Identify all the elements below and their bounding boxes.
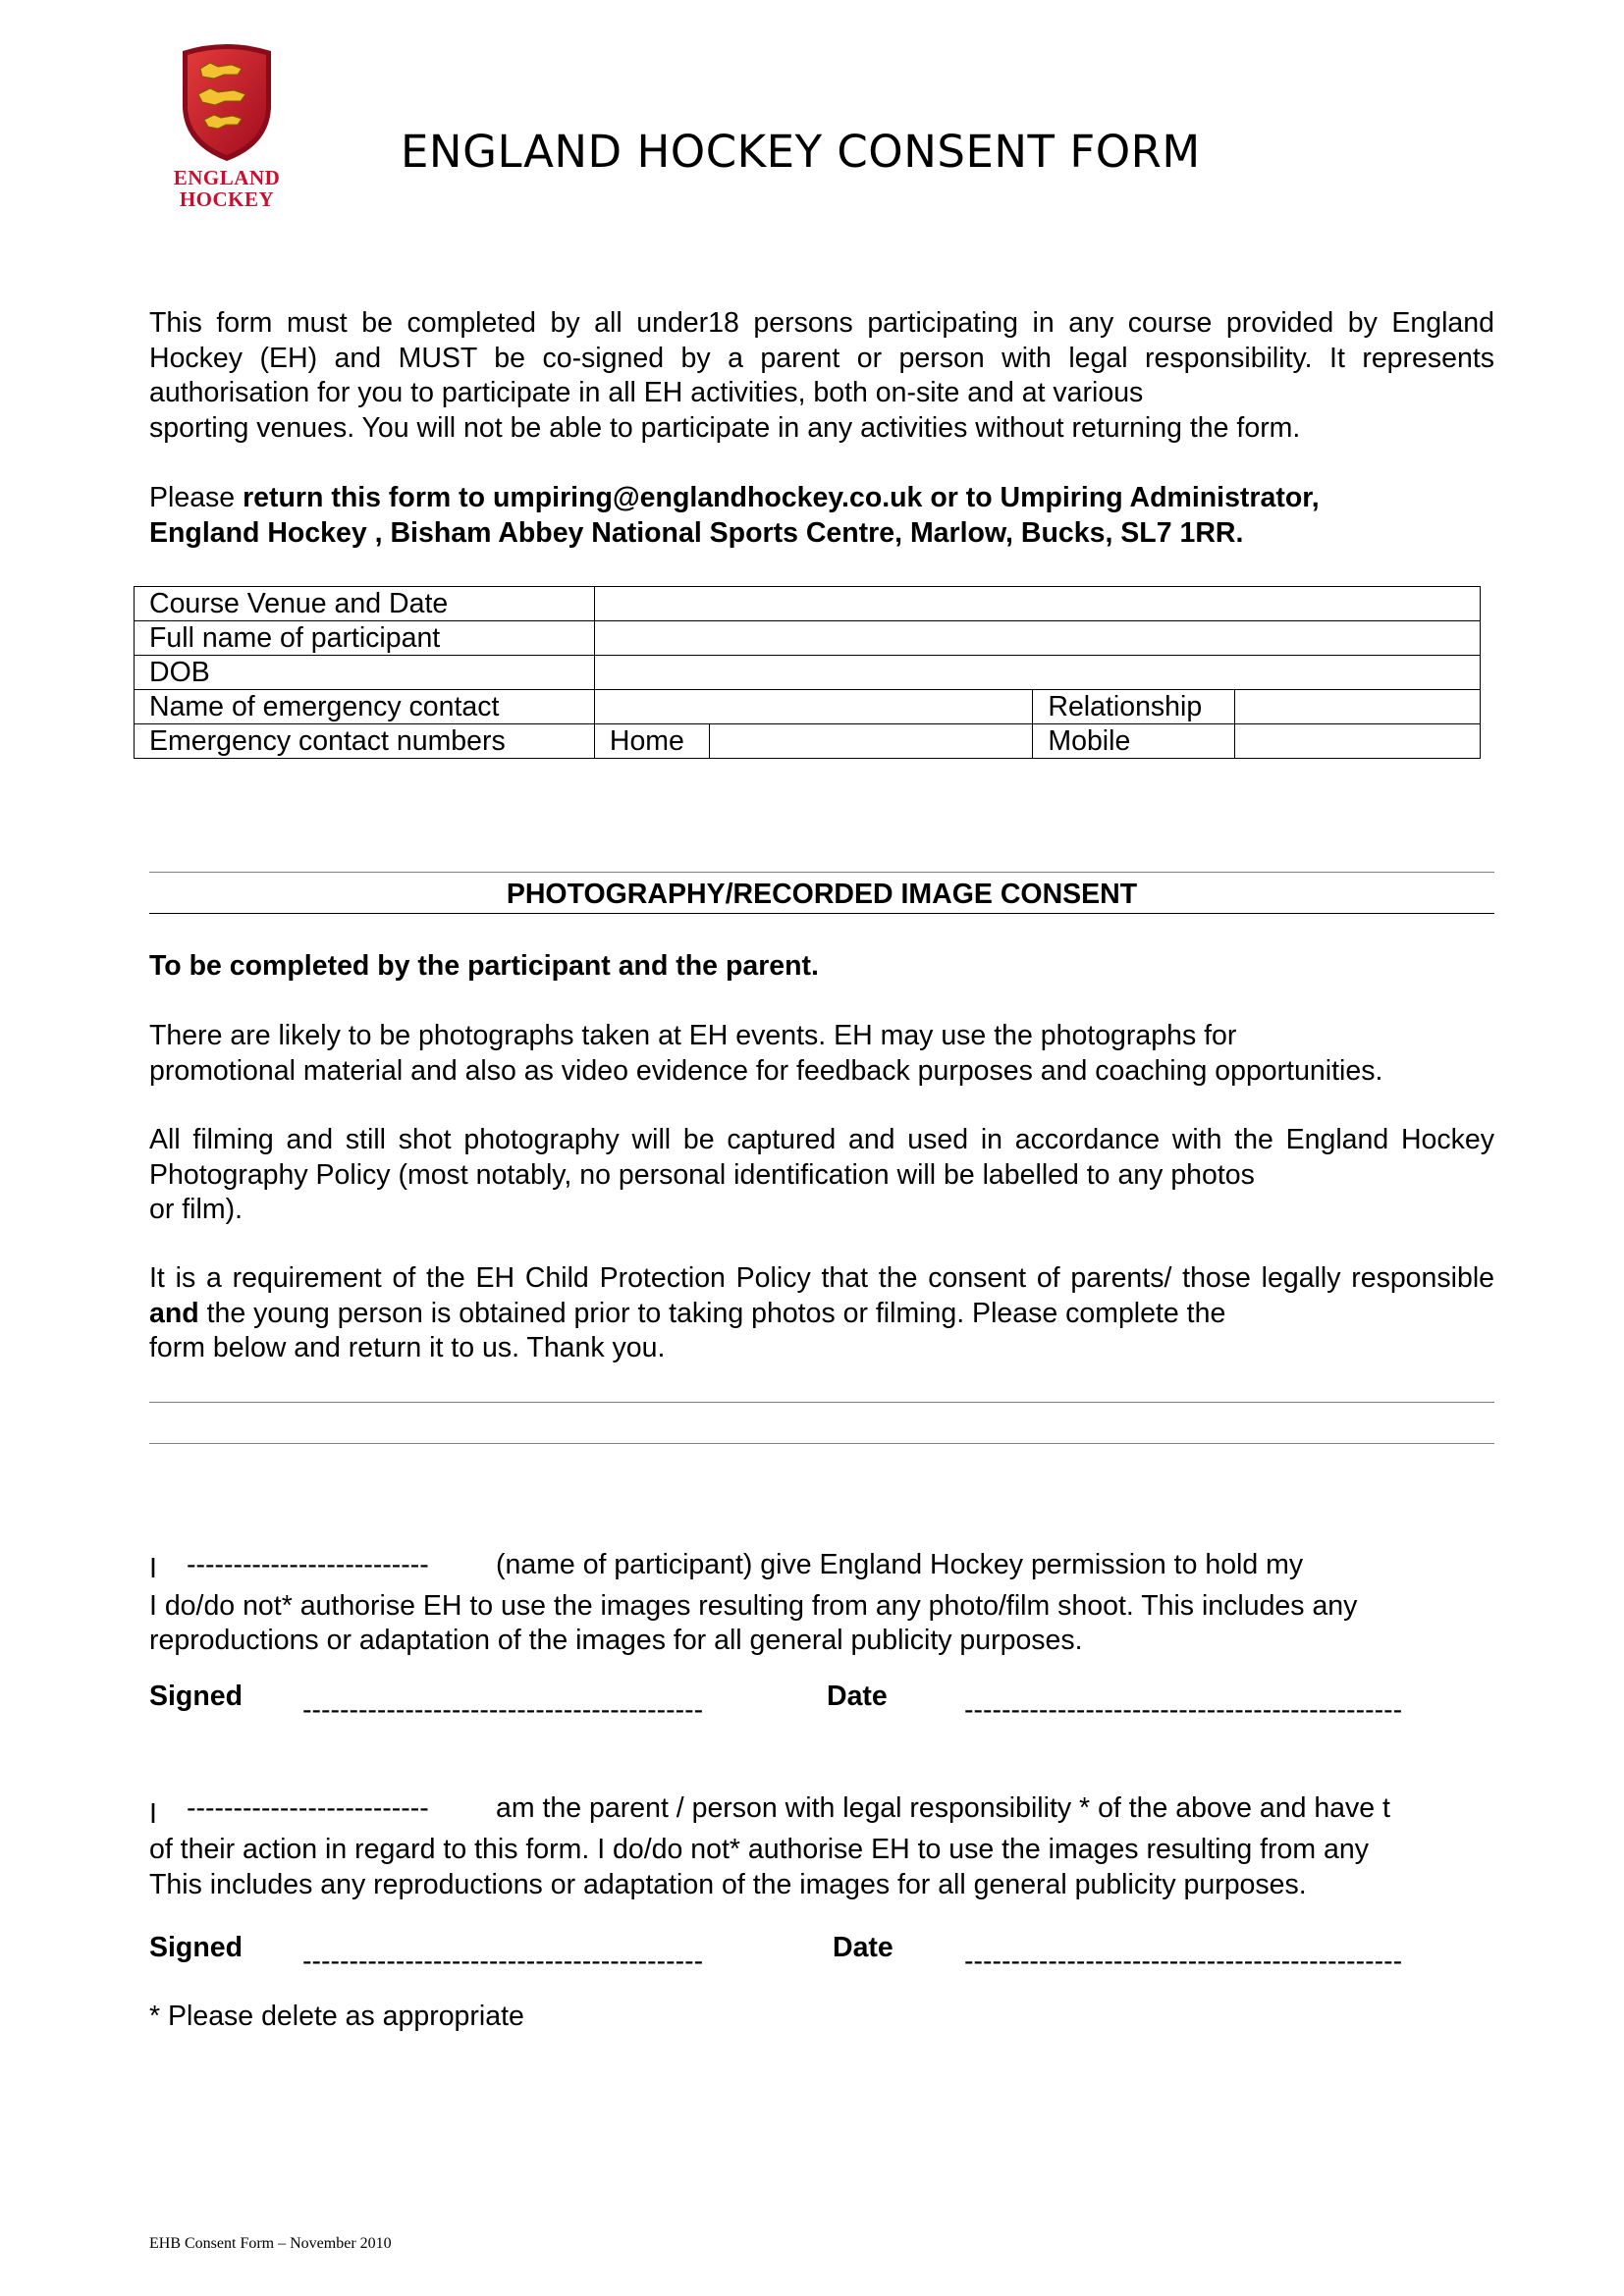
emergency-contact-label: Name of emergency contact bbox=[135, 690, 595, 724]
photo-subheading: To be completed by the participant and the parent. bbox=[149, 950, 819, 982]
photo-consent-heading: PHOTOGRAPHY/RECORDED IMAGE CONSENT bbox=[506, 879, 1138, 910]
logo-word-hockey: HOCKEY bbox=[179, 187, 275, 211]
participant-signed-label: Signed bbox=[149, 1681, 244, 1712]
emergency-numbers-label: Emergency contact numbers bbox=[135, 724, 595, 759]
intro-last-line: sporting venues. You will not be able to participate in any activities without returning the form. bbox=[149, 411, 1301, 444]
photo-p3-text-b: the young person is obtained prior to taking photos or filming. Please complete the bbox=[206, 1297, 1226, 1329]
section-divider-bottom bbox=[149, 913, 1494, 914]
participant-consent-line-3: reproductions or adaptation of the images for all general publicity purposes. bbox=[149, 1625, 1083, 1656]
return-address-last: England Hockey , Bisham Abbey National Sports Centre, Marlow, Bucks, SL7 1RR. bbox=[149, 516, 1244, 549]
footer-text: EHB Consent Form – November 2010 bbox=[149, 2235, 392, 2252]
home-number-field[interactable] bbox=[709, 724, 1033, 759]
logo-word-england: ENGLAND bbox=[173, 166, 281, 189]
table-row bbox=[135, 656, 1481, 690]
parent-consent-line-3: This includes any reproductions or adaptation of the images for all general publicity purposes. bbox=[149, 1869, 1307, 1900]
table-row bbox=[135, 724, 1481, 759]
participant-date-field[interactable]: ----------------------------------------------- bbox=[964, 1694, 1403, 1726]
photo-p2-last: or film). bbox=[149, 1194, 243, 1225]
participant-i: I bbox=[149, 1553, 157, 1584]
relationship-field[interactable] bbox=[1235, 690, 1481, 724]
participant-consent-line-1: (name of participant) give England Hockey permission to hold my bbox=[496, 1549, 1304, 1580]
page-title: ENGLAND HOCKEY CONSENT FORM bbox=[401, 126, 1201, 178]
divider-line-2 bbox=[149, 1443, 1494, 1444]
intro-paragraph bbox=[149, 306, 1494, 446]
emergency-contact-field[interactable] bbox=[594, 690, 1033, 724]
divider-line-1 bbox=[149, 1402, 1494, 1403]
parent-i: I bbox=[149, 1798, 157, 1830]
parent-consent-line-1: am the parent / person with legal responsibility * of the above and have t bbox=[496, 1792, 1390, 1824]
england-hockey-logo bbox=[163, 39, 291, 226]
parent-date-label: Date bbox=[833, 1932, 893, 1963]
shield-icon bbox=[163, 39, 291, 167]
participant-details-table bbox=[134, 586, 1481, 759]
photo-p2-text: All filming and still shot photography will be captured and used in accordance with the England Hockey Photography Policy (most notably, no personal identification will be labelled to any photos bbox=[149, 1124, 1494, 1191]
table-row bbox=[135, 621, 1481, 656]
full-name-field[interactable] bbox=[594, 621, 1480, 656]
photo-paragraph-1 bbox=[149, 1019, 1494, 1089]
dob-label: DOB bbox=[135, 656, 595, 690]
return-address: return this form to umpiring@englandhockey.co.uk or to Umpiring Administrator, bbox=[243, 482, 1320, 513]
parent-signed-label: Signed bbox=[149, 1932, 244, 1963]
section-divider-top bbox=[149, 872, 1494, 873]
photo-p1-last: promotional material and also as video evidence for feedback purposes and coaching opportunities. bbox=[149, 1054, 1383, 1087]
mobile-number-field[interactable] bbox=[1235, 724, 1481, 759]
parent-signature-field[interactable]: ------------------------------------------- bbox=[302, 1946, 704, 1977]
table-row bbox=[135, 587, 1481, 621]
home-label: Home bbox=[594, 724, 709, 759]
parent-date-field[interactable]: ----------------------------------------------- bbox=[964, 1946, 1403, 1977]
return-prefix: Please bbox=[149, 482, 236, 513]
mobile-label: Mobile bbox=[1033, 724, 1235, 759]
participant-name-blank[interactable]: -------------------------- bbox=[187, 1549, 429, 1580]
parent-consent-line-2: of their action in regard to this form. I do/do not* authorise EH to use the images resulting from any bbox=[149, 1834, 1369, 1865]
course-venue-field[interactable] bbox=[594, 587, 1480, 621]
parent-name-blank[interactable]: -------------------------- bbox=[187, 1792, 429, 1824]
photo-p1-text: There are likely to be photographs taken at EH events. EH may use the photographs for bbox=[149, 1020, 1237, 1051]
photo-p3-bold: and bbox=[149, 1297, 199, 1329]
photo-p3-last: form below and return it to us. Thank you. bbox=[149, 1332, 666, 1363]
table-row bbox=[135, 690, 1481, 724]
course-venue-label: Course Venue and Date bbox=[135, 587, 595, 621]
participant-consent-line-2: I do/do not* authorise EH to use the images resulting from any photo/film shoot. This includes any bbox=[149, 1590, 1358, 1622]
delete-note: * Please delete as appropriate bbox=[149, 2001, 524, 2032]
participant-date-label: Date bbox=[827, 1681, 888, 1712]
relationship-label: Relationship bbox=[1033, 690, 1235, 724]
photo-paragraph-3 bbox=[149, 1261, 1494, 1366]
photo-p3-text-a: It is a requirement of the EH Child Protection Policy that the consent of parents/ those legally responsible bbox=[149, 1262, 1494, 1294]
full-name-label: Full name of participant bbox=[135, 621, 595, 656]
return-instructions bbox=[149, 481, 1494, 551]
dob-field[interactable] bbox=[594, 656, 1480, 690]
intro-text: This form must be completed by all under18 persons participating in any course provided by England Hockey (EH) and MUST be co-signed by a parent or person with legal responsibility. It represents authorisation for you to participate in all EH activities, both on-site and at various bbox=[149, 307, 1494, 408]
photo-paragraph-2 bbox=[149, 1123, 1494, 1228]
participant-signature-field[interactable]: ------------------------------------------- bbox=[302, 1694, 704, 1726]
